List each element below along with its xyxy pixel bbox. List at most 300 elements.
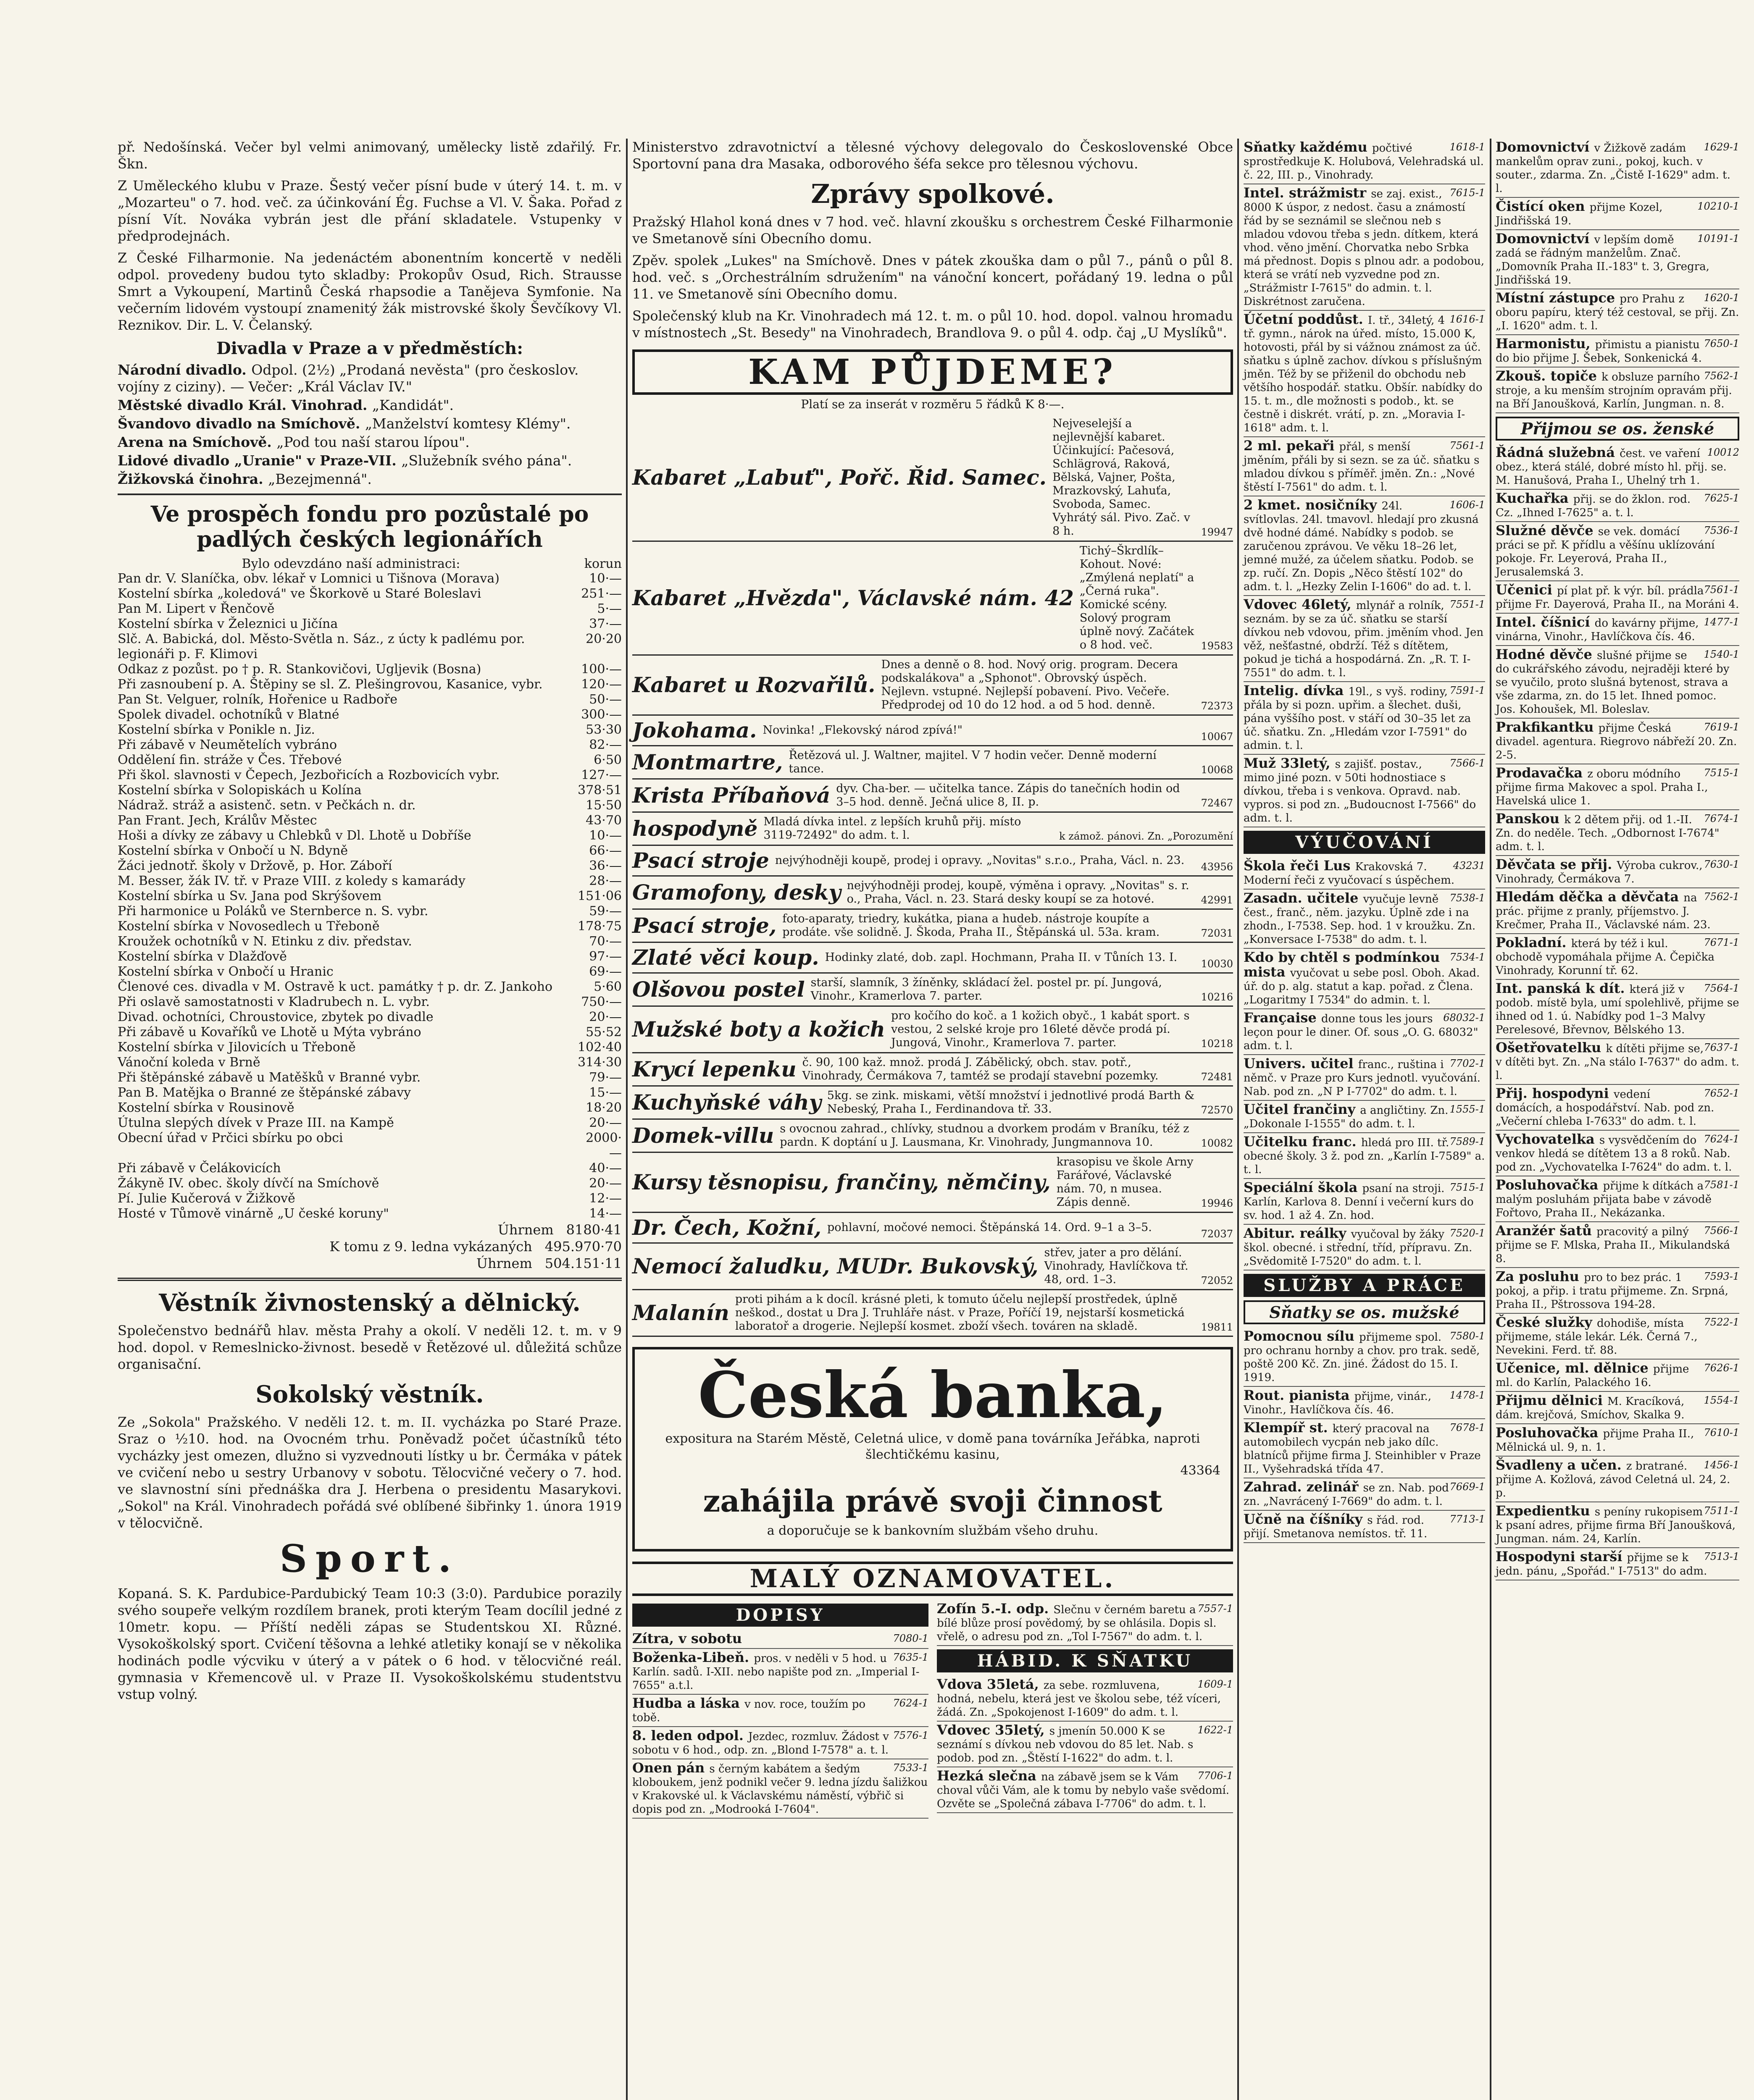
classified-code: 68032-1 <box>1443 1012 1485 1024</box>
classified-text: vyučoval by žáky škol. obecné. i střední, tříd, přípravu. Zn. „Svědomitě I-7520" do adm. t. l. <box>1244 1228 1473 1268</box>
donation-row <box>118 1085 622 1100</box>
classified-code: 1606-1 <box>1449 499 1485 511</box>
classified-heading: Panskou <box>1496 811 1565 827</box>
classified-text: slušné přijme se do cukrářského závodu, nejraději které by se vyučilo, proto slušná bytenost, strava a vše zdarma, zn. do 15 let. Ihned pomoc. Jos. Kohoušek, Ml. Boleslav. <box>1496 649 1730 716</box>
classified-text: který pracoval na automobilech vycpán neb jako dílc. blatníců přijme firma J. Steinhibler v Praze II., Vyšehradská třída 47. <box>1244 1423 1481 1475</box>
classified-heading: Muž 33letý, <box>1244 755 1335 771</box>
classified-code: 7576-1 <box>893 1730 928 1741</box>
theatre-program: „Pod tou naší starou lípou". <box>276 434 470 450</box>
donation-row <box>118 1206 622 1221</box>
classified-code: 7522-1 <box>1704 1316 1739 1328</box>
theatre-name: Městské divadlo Král. Vinohrad. <box>118 397 372 413</box>
classified-heading: Rout. pianista <box>1244 1387 1354 1403</box>
ad-name: Nemocí žaludku, MUDr. Bukovský, <box>632 1254 1039 1278</box>
donation-amount: 251·— <box>581 586 622 601</box>
ad-name: Montmartre, <box>632 750 783 774</box>
donation-donor: Při zábavě v Čelákovicích <box>118 1161 281 1176</box>
classified-ad <box>1244 437 1485 496</box>
classified-code: 1540-1 <box>1704 648 1739 660</box>
classified-heading: Vychovatelka <box>1496 1131 1599 1147</box>
theatre-entry <box>118 452 622 469</box>
donation-row <box>118 1176 622 1191</box>
donation-amount: 59·— <box>589 904 622 919</box>
donation-amount: 6·50 <box>594 753 622 767</box>
classified-code: 1609-1 <box>1197 1678 1233 1690</box>
classified-text: psaní na stroji. Karlín, Karlova 8. Denní i večerní kurs do sv. hod. 1 až 4. Zn. hod. <box>1244 1182 1474 1222</box>
classified-ad <box>1496 1039 1739 1085</box>
ad-name: Mužské boty a kožich <box>632 1017 885 1042</box>
donation-donor: Kostelní sbírka v Dlažďově <box>118 949 287 964</box>
ad-name: Kabaret u Rozvařilů. <box>632 672 876 697</box>
donation-amount: 53·30 <box>586 722 622 737</box>
ad-name: Jokohama. <box>632 718 757 743</box>
donation-amount: 10·— <box>589 571 622 586</box>
advertisement <box>632 1213 1233 1244</box>
theatre-program: „Služebník svého pána". <box>401 452 572 469</box>
classified-ad <box>1496 522 1739 581</box>
advertisement <box>632 1120 1233 1153</box>
donation-row <box>118 1116 622 1131</box>
ad-name: Dr. Čech, Kožní, <box>632 1215 821 1240</box>
classified-text: z oboru módního přijme firma Makovec a spol. Praha I., Havelská ulice 1. <box>1496 768 1708 807</box>
ad-code: 10082 <box>1201 1137 1233 1149</box>
classified-ad <box>1496 230 1739 289</box>
donation-row <box>118 813 622 828</box>
classified-ad <box>937 1767 1233 1813</box>
advertisement <box>632 974 1233 1007</box>
theatre-name: Arena na Smíchově. <box>118 434 277 450</box>
classified-code: 7513-1 <box>1704 1551 1739 1562</box>
classified-ad <box>1496 335 1739 368</box>
sokol-text: Ze „Sokola" Pražského. V neděli 12. t. m. II. vycházka po Staré Praze. Sraz o ½10. hod. na Ovocném trhu. Poněvadž počet účastníků této vycházky jest omezen, dlužno si vyzvednouti lístky u br. Čermáka v pátek ve cvičení nebo u sestry Urbanovy v sobotu. Tělocvičné večery o 7. hod. ve slavnostní síni přednáška dra J. Herbena o presidentu Masarykovi. „Sokol" na Král. Vinohradech pořádá své oblíbené šibřinky 1. února 1919 v tělocvičně. <box>118 1414 622 1531</box>
donation-donor: Nádraž. stráž a asistenč. setn. v Pečkách n. dr. <box>118 798 416 813</box>
donation-amount: 69·— <box>589 964 622 979</box>
donation-donor: Kostelní sbírka v Rousinově <box>118 1100 295 1115</box>
classified-code: 7536-1 <box>1704 525 1739 536</box>
donation-row <box>118 692 622 707</box>
classifieds-left <box>632 1600 928 1819</box>
divider <box>118 494 622 495</box>
classified-ad <box>1244 949 1485 1009</box>
ad-text: Tichý–Škrdlík–Kohout. Nové: „Zmýlená neplatí" a „Černá ruka". Komické scény. Solový program úplně nový. Začátek o 8 hod. več. <box>1079 544 1194 651</box>
donation-row <box>118 783 622 798</box>
classified-ad <box>937 1722 1233 1767</box>
classified-code: 7593-1 <box>1704 1270 1739 1282</box>
classified-code: 1554-1 <box>1704 1394 1739 1406</box>
dopisy-banner: DOPISY <box>632 1604 928 1627</box>
classified-text: která již v podob. místě byla, umí spolehlivě, přijme se ihned od 1. ú. Nabídky pod 1–3 Malvy Perelesové, Břevnov, Bělského 13. <box>1496 983 1739 1036</box>
bank-code: 43364 <box>1180 1463 1220 1478</box>
classified-text: v nov. roce, toužím po tobě. <box>632 1698 866 1724</box>
classified-heading: Přijmu dělnici <box>1496 1392 1608 1408</box>
sport-text: Kopaná. S. K. Pardubice-Pardubický Team 10:3 (3:0). Pardubice porazily svého soupeře velkým rozdílem branek, proti kterým Team docílil jedné z 10metr. kopu. — Příští neděli zápas se Studentskou XI. Různé. Vysokoškolský sport. Cvičení těšovna a lehké atletiky konají se v několika hodinách podle výcviku v úterý a v pátek o 6 hod. v tělocvičné reál. gymnasia v Křemencově ul. v Praze II. Vysokoškolskému studentstvu vstup volný. <box>118 1586 622 1702</box>
theatres-heading: Divadla v Praze a v předměstích: <box>216 339 523 358</box>
donation-row <box>118 1191 622 1206</box>
classified-code: 7581-1 <box>1704 1179 1739 1191</box>
theatre-program: „Kandidát". <box>372 397 454 413</box>
donation-row <box>118 979 622 995</box>
classified-code: 7561-1 <box>1449 440 1485 452</box>
donation-row <box>118 828 622 843</box>
classified-ad <box>1244 1328 1485 1387</box>
classified-ad <box>1496 1457 1739 1502</box>
bank-name: Česká banka, <box>698 1358 1168 1432</box>
ad-name: Domek-villu <box>632 1123 774 1148</box>
section-banner: SLUŽBY A PRÁCE <box>1244 1274 1485 1297</box>
classified-heading: Místní zástupce <box>1496 290 1620 306</box>
donation-donor: Při harmonice u Poláků ve Sternberce n. S. vybr. <box>118 904 429 919</box>
ad-code: 72467 <box>1201 797 1233 809</box>
ad-text: dyv. Cha-ber. — učitelka tance. Zápis do tanečních hodin od 3–5 hod. denně. Ječná ulice 8, II. p. <box>836 782 1180 808</box>
donation-donor: Kostelní sbírka v Onbočí u Hranic <box>118 964 334 979</box>
classified-text: přij. se do žklon. rod. Cz. „Ihned I-7625" a. t. l. <box>1496 493 1691 519</box>
total-label: K tomu z 9. ledna vykázaných <box>329 1239 532 1255</box>
classified-text: přijme Praha II., Mělnická ul. 9, n. 1. <box>1496 1428 1694 1454</box>
classified-code: 7671-1 <box>1704 937 1739 948</box>
classified-ad <box>1496 289 1739 335</box>
ad-code: 10030 <box>1201 958 1233 970</box>
theatre-name: Lidové divadlo „Uranie" v Praze-VII. <box>118 452 402 469</box>
classified-code: 1618-1 <box>1449 141 1485 153</box>
donation-donor: Pan Frant. Jech, Králův Městec <box>118 813 317 828</box>
donation-amount: 36·— <box>589 858 622 873</box>
classified-ad <box>1496 1548 1739 1580</box>
donation-donor: Divad. ochotníci, Chroustovice, zbytek po divadle <box>118 1010 434 1024</box>
classified-text: v Žižkově zadám mankelům oprav zuni., pokoj, kuch. v souter., zdarma. Zn. „Čistě I-1629" adm. t. l. <box>1496 142 1730 195</box>
classified-code: 7562-1 <box>1704 370 1739 382</box>
column-2 <box>632 139 1233 1819</box>
classified-heading: Zahrad. zelinář <box>1244 1479 1363 1495</box>
donation-amount: 151·06 <box>578 889 622 903</box>
classified-ad <box>1244 1387 1485 1419</box>
donation-donor: Členové ces. divadla v M. Ostravě k uct. památky † p. dr. Z. Jankoho <box>118 979 553 994</box>
ad-text: Nejveselejší a nejlevnější kabaret. Účinkující: Pačesová, Schlägrová, Raková, Bělská, Vajner, Pošta, Mrazkovský, Lahuťa, Svoboda, Samec. Vyhrátý sál. Pivo. Zač. v 8 h. <box>1052 417 1190 538</box>
classifieds-left-list <box>632 1630 928 1819</box>
classified-text: přijme se k jedn. pánu, „Spořád." I-7513" do adm. <box>1496 1551 1707 1578</box>
classified-code: 7610-1 <box>1704 1427 1739 1438</box>
section-banner: VÝUČOVÁNÍ <box>1244 831 1485 854</box>
classified-heading: Harmonistu, <box>1496 336 1595 352</box>
classified-text: s peníny rukopisem k psaní adres, přijme firma Bří Janoušková, Jungman. nám. 24, Karlín. <box>1496 1506 1736 1545</box>
column-rule <box>626 139 628 2100</box>
donation-amount: 43·70 <box>586 813 622 828</box>
classified-code: 1478-1 <box>1449 1389 1485 1401</box>
classified-heading: Aranžér šatů <box>1496 1223 1597 1239</box>
classified-ad <box>1244 184 1485 311</box>
donation-amount: 10·— <box>589 828 622 843</box>
classified-code: 1629-1 <box>1704 141 1739 153</box>
vestnik-heading: Věstník živnostenský a dělnický. <box>159 1289 581 1317</box>
classified-ad <box>1496 581 1739 614</box>
advertisement <box>632 716 1233 746</box>
classified-text: s černým kabátem a šedým kloboukem, jenž podnikl večer 9. ledna jízdu šaližkou v Krakovské ul. k Václavskému náměstí, výbřič si dopis pod zn. „Modrooká I-7604". <box>632 1763 928 1816</box>
theatre-entry <box>118 397 622 414</box>
classified-code: 7624-1 <box>893 1697 928 1709</box>
classified-ad <box>1496 1131 1739 1176</box>
classified-heading: Univers. učitel <box>1244 1055 1358 1071</box>
classified-heading: 2 kmet. nosičníky <box>1244 497 1382 513</box>
donation-donor: Pan M. Lipert v Řenčově <box>118 601 275 616</box>
donation-amount: 378·51 <box>578 783 622 798</box>
classified-heading: Učenice, ml. dělnice <box>1496 1360 1653 1376</box>
donation-donor: Při zábavě u Kovaříků ve Lhotě u Mýta vybráno <box>118 1025 421 1040</box>
classified-code: 7566-1 <box>1449 757 1485 769</box>
ad-text: Mladá dívka intel. z lepších kruhů přij. místo 3119-72492" do adm. t. l. <box>763 815 1021 842</box>
total-label: Úhrnem <box>497 1222 554 1238</box>
donation-amount: 15·— <box>589 1085 622 1100</box>
zpravy-item-3: Společenský klub na Kr. Vinohradech má 12. t. m. o půl 10. hod. dopol. valnou hromadu v místnostech „St. Besedy" na Vinohradech, Brandlova 9. o půl 4. odp. čaj „U Myslíků". <box>632 308 1233 341</box>
donation-row <box>118 722 622 738</box>
classified-code: 7678-1 <box>1449 1422 1485 1433</box>
classifieds-right-list-b <box>937 1676 1233 1813</box>
classified-heading: Vdova 35letá, <box>937 1676 1044 1692</box>
classified-ad <box>1496 1222 1739 1268</box>
donation-row <box>118 571 622 586</box>
classified-code: 10191-1 <box>1697 233 1739 244</box>
classified-heading: Française <box>1244 1010 1321 1026</box>
classified-heading: Domovnictví <box>1496 139 1594 155</box>
donation-donor: Útulna slepých dívek v Praze III. na Kampě <box>118 1116 394 1130</box>
classified-text: M. Kracíková, dám. krejčová, Smíchov, Skalka 9. <box>1496 1395 1685 1421</box>
snatky-banner: HÁBID. K SŇATKU <box>937 1649 1233 1672</box>
classified-text: k dítěti přijme se, v dítěti byt. Zn. „Na stálo I-7637" do adm. t. l. <box>1496 1042 1739 1082</box>
classified-code: 7615-1 <box>1449 187 1485 199</box>
advertisement <box>632 780 1233 813</box>
classified-text: Krakovská 7. Moderní řeči z vyučovací s úspěchem. <box>1244 861 1454 887</box>
classified-ad <box>1244 596 1485 682</box>
classified-ad <box>1244 1009 1485 1055</box>
ad-text: Novinka! „Flekovský národ zpívá!" <box>763 724 963 737</box>
classified-code: 7635-1 <box>893 1651 928 1663</box>
classified-heading: Hudba a láska <box>632 1695 744 1711</box>
classified-ad <box>1496 646 1739 719</box>
classified-heading: Učitelku franc. <box>1244 1134 1361 1150</box>
ad-text: Dnes a denně o 8. hod. Nový orig. program. Decera podskalákova" a „Sphonot". Obrovský úspěch. Nejlevn. vstupné. Nejlepší pobavení. Pivo. Večeře. Předprodej od 10 do 12 hod. a od 5 hod. denně. <box>881 658 1178 711</box>
classified-code: 7652-1 <box>1704 1087 1739 1099</box>
donation-amount: 15·50 <box>586 798 622 813</box>
classified-text: přijme Česká divadel. agentura. Riegrovo nábřeží 20. Zn. 2-5. <box>1496 722 1737 761</box>
sport-heading: Sport. <box>279 1536 460 1581</box>
classifieds-columns <box>632 1600 1233 1819</box>
classified-ad <box>1244 1133 1485 1179</box>
advertisement <box>632 415 1233 542</box>
classified-text: přál, s menší jměním, přáli by si sezn. se za úč. sňatku s mladou dívkou s příměř. jměn. Zn.: „Nové štěstí I-7561" do adm. t. l. <box>1244 441 1480 494</box>
ad-text: krasopisu ve škole Arny Farářové, Václavské nám. 70, n musea. Zápis denně. <box>1056 1155 1194 1209</box>
maly-oznamovatel-heading: MALÝ OZNAMOVATEL. <box>632 1562 1233 1596</box>
classified-heading: Int. panská k dít. <box>1496 980 1630 996</box>
theatre-name: Švandovo divadlo na Smíchově. <box>118 415 365 432</box>
classified-text: Slečnu v černém baretu a bílé blůze prosí povědomý, by se ohlásila. Dopis sl. vřelě, o adresu pod zn. „Tol I-7567" do adm. t. l. <box>937 1604 1217 1643</box>
classified-heading: Hledám děčka a děvčata <box>1496 889 1684 905</box>
ad-name: Kabaret „Labuť", Pořč. Řid. Samec. <box>632 465 1047 490</box>
classified-code: 1456-1 <box>1704 1459 1739 1471</box>
classified-ad <box>1244 1225 1485 1270</box>
advertisement <box>632 943 1233 974</box>
advertisement <box>632 746 1233 780</box>
culture-note-1: př. Nedošínská. Večer byl velmi animovaný, umělecky listě zdařilý. Fr. Škn. <box>118 139 622 172</box>
classified-code: 1620-1 <box>1704 292 1739 304</box>
donation-donor: Kroužek ochotníků v N. Etinku z div. představ. <box>118 934 412 949</box>
classified-code: 7515-1 <box>1704 767 1739 779</box>
classified-code: 7566-1 <box>1704 1225 1739 1236</box>
classified-text: s jmenín 50.000 K se seznámí s dívkou neb vdovou do 85 let. Nab. s podob. pod zn. „Štěstí I-1622" do adm. t. l. <box>937 1725 1194 1764</box>
donation-donor: Kostelní sbírka v Novosedlech u Třeboně <box>118 919 380 934</box>
column-4 <box>1496 139 1739 1580</box>
newspaper-page <box>118 139 1739 2100</box>
donation-row <box>118 874 622 889</box>
classified-code: 7580-1 <box>1449 1330 1485 1342</box>
classified-code: 7520-1 <box>1449 1227 1485 1239</box>
ad-text: proti pihám a k docíl. krásné pleti, k tomuto účelu nejlepší prostředek, úplně neškod., dostat u Dra J. Truhláře nást. v Praze, Poříčí 19, nejstarší kosmetická laboratoř a drogerie. Nejlepší kosmet. zboží všech. továren na skladě. <box>735 1293 1185 1333</box>
classified-text: na zábavě jsem se k Vám choval vůči Vám, ale k tomu by nebylo vaše svědomí. Ozvěte se „Společná zábava I-7706" do adm. t. l. <box>937 1771 1230 1810</box>
classified-text: Jezdec, rozmluv. Žádost v sobotu v 6 hod., odp. zn. „Blond I-7578" a. t. l. <box>632 1730 889 1756</box>
classified-heading: Učně na číšníky <box>1244 1511 1367 1527</box>
classified-code: 7650-1 <box>1704 338 1739 349</box>
donation-row <box>118 768 622 783</box>
donation-row <box>118 677 622 692</box>
bank-services: a doporučuje se k bankovním službám všeho druhu. <box>767 1523 1099 1538</box>
donation-donor: Oddělení fin. stráže v Čes. Třebové <box>118 753 342 767</box>
classified-code: 10210-1 <box>1697 200 1739 212</box>
ad-name: Kursy těsnopisu, frančiny, němčiny, <box>632 1170 1051 1194</box>
ad-code: 19583 <box>1201 640 1233 652</box>
donation-amount: 66·— <box>589 843 622 858</box>
classified-ad <box>632 1695 928 1727</box>
donation-amount: 100·— <box>581 662 622 677</box>
ad-name: Krista Příbaňová <box>632 783 831 808</box>
classified-heading: Hospodyni starší <box>1496 1549 1627 1564</box>
classified-text: 24l. svítlovlas. 24l. tmavovl. hledají pro zkusná dvě hodné dámé. Nabídky s podob. se zaručenou zprávou. Ve věku 18–26 let, jemné mužé, za účelem sňatku. Podob. se zp. ručí. Zn. Dopis „Něco štěstí 102" do adm. t. l. „Hezky Zelin I-1606" do ad. t. l. <box>1244 500 1479 593</box>
classified-ad <box>1244 682 1485 755</box>
classified-text: která by též i kul. obchodě vypomáhala přijme A. Čepička Vinohrady, Korunní tř. 62. <box>1496 937 1715 977</box>
classified-text: k 2 dětem přij. od 1.-II. Zn. do neděle. Tech. „Odbornost I-7674" adm. t. l. <box>1496 814 1720 853</box>
ad-text: Řetězová ul. J. Waltner, majitel. V 7 hodin večer. Denně moderní tance. <box>789 749 1157 775</box>
ad-text: nejvýhodněji prodej, koupě, výměna i opravy. „Novitas" s. r. o., Praha, Václ. n. 23. Stará desky koupí se za hotové. <box>847 879 1189 906</box>
classified-code: 7589-1 <box>1449 1136 1485 1147</box>
classified-heading: 8. leden odpol. <box>632 1727 749 1743</box>
kam-pujdeme-heading: KAM PŮJDEME? <box>632 349 1233 395</box>
donation-amount: 97·— <box>589 949 622 964</box>
classified-code: 7591-1 <box>1449 685 1485 696</box>
donation-amount: 12·— <box>589 1191 622 1206</box>
zpravy-item-1: Pražský Hlahol koná dnes v 7 hod. več. hlavní zkoušku s orchestrem České Filharmonie ve Smetanově síni Obecního domu. <box>632 214 1233 247</box>
advertisement <box>632 1053 1233 1087</box>
ad-code: 72481 <box>1201 1071 1233 1083</box>
ad-text: foto-aparaty, triedry, kukátka, piana a hudeb. nástroje koupíte a prodáte. vše solidně. J. Škoda, Praha II., Štěpánská ul. 53a. kram. <box>782 912 1160 939</box>
donation-donor: Kostelní sbírka v Ponikle n. Jiz. <box>118 722 315 737</box>
theatre-entry <box>118 471 622 488</box>
donation-row <box>118 995 622 1010</box>
zpravy-item-2: Zpěv. spolek „Lukes" na Smíchově. Dnes v pátek zkouška dam o půl 7., pánů o půl 8. hod. več. s „Orchestrálním sdružením" na vánoční koncert, pořádaný 19. ledna o půl 11. ve Smetanově síni Obecního domu. <box>632 252 1233 302</box>
donations-totals <box>118 1221 622 1272</box>
ad-name: Kuchyňské váhy <box>632 1090 821 1115</box>
classified-code: 7626-1 <box>1704 1362 1739 1374</box>
advertisement <box>632 1007 1233 1053</box>
classified-code: 7534-1 <box>1449 951 1485 963</box>
donation-row <box>118 858 622 874</box>
advertisement <box>632 542 1233 656</box>
theatre-entry <box>118 434 622 451</box>
classified-heading: Expedientku <box>1496 1503 1595 1519</box>
classified-heading: Intel. číšnicí <box>1496 614 1595 630</box>
ad-code: 10216 <box>1201 991 1233 1003</box>
classified-ad <box>937 1600 1233 1646</box>
classified-heading: Onen pán <box>632 1760 710 1776</box>
classified-code: 7538-1 <box>1449 892 1485 904</box>
classified-code: 7669-1 <box>1449 1481 1485 1493</box>
classified-text: z bratrané. přijme A. Kožlová, závod Celetná ul. 24, 2. p. <box>1496 1460 1730 1499</box>
donation-row <box>118 601 622 617</box>
advertisement <box>632 846 1233 877</box>
donation-amount: 20·20 <box>586 632 622 646</box>
classified-ad <box>1244 1478 1485 1511</box>
classified-ad <box>1496 1268 1739 1314</box>
classified-heading: Vdovec 46letý, <box>1244 596 1356 612</box>
donation-amount: 55·52 <box>586 1025 622 1040</box>
classified-heading: Zofín 5.-I. odp. <box>937 1601 1054 1617</box>
classified-heading: Děvčata se přij. <box>1496 856 1617 872</box>
ad-code: 43956 <box>1201 861 1233 873</box>
donation-donor: Při škol. slavnosti v Čepech, Jezbořicích a Rozbovicích vybr. <box>118 768 500 782</box>
classified-ad <box>1496 1424 1739 1457</box>
ad-code: 10218 <box>1201 1038 1233 1050</box>
donations-list <box>118 571 622 1221</box>
classified-heading: Škola řeči Lus <box>1244 858 1355 874</box>
ad-text: pro kočího do koč. a 1 kožich obyč., 1 kabát sport. s vestou, 2 selské kroje pro 16leté děvče prodá pí. Jungová, Vinohr., Kramerlova 7. parter. <box>891 1009 1190 1049</box>
classified-heading: Prakfikantku <box>1496 719 1599 735</box>
donation-donor: Kostelní sbírka v Onbočí u N. Bdyně <box>118 843 348 858</box>
bank-address: expositura na Starém Městě, Celetná ulice, v domě pana továrníka Jeřábka, naproti šlechtičkému kasinu, <box>665 1431 1200 1462</box>
theatre-name: Národní divadlo. <box>118 362 252 378</box>
classified-ad <box>1244 1419 1485 1478</box>
donation-donor: Spolek divadel. ochotníků v Blatné <box>118 707 339 722</box>
classified-code: 7511-1 <box>1704 1505 1739 1517</box>
divider <box>118 1278 622 1281</box>
classified-ad <box>1496 980 1739 1039</box>
classified-text: 19l., s vyš. rodiny, přála by si pozn. upřim. a šlechet. duši, pána vyššího post. v stáří od 30–35 let za úč. sňatku. Zn. „Hledám vzor I-7591" do admin. t. l. <box>1244 685 1471 752</box>
classified-text: donne tous les jours leçon pour le diner. Of. sous „O. G. 68032" adm. t. l. <box>1244 1013 1478 1052</box>
classified-ad <box>1496 856 1739 888</box>
classified-heading: Pokladní. <box>1496 934 1571 950</box>
donation-amount: 50·— <box>589 692 622 707</box>
classified-text: k obsluze parního stroje, a ku menším strojním opravám přij. na Bří Janoušková, Karlín, Jungman. n. 8. <box>1496 371 1732 410</box>
donation-donor: Pan B. Matějka o Branné ze štěpánské zábavy <box>118 1085 411 1100</box>
classified-text: přimistu a pianistu do bio přijme J. Šebek, Sonkenická 4. <box>1496 339 1702 365</box>
donation-row <box>118 1161 622 1176</box>
culture-note-2: Z Uměleckého klubu v Praze. Šestý večer písní bude v úterý 14. t. m. v „Mozarteu" o 7. hod. več. za účinkování Ég. Fuchse a Vl. V. Šaka. Pořad z písní Vít. Nováka vybrán jest dle přání skladatele. Vstupenky v předprodejnách. <box>118 178 622 244</box>
classified-heading: Účetní poddůst. <box>1244 311 1368 327</box>
column-rule <box>1237 139 1239 2100</box>
classified-ad <box>1244 1511 1485 1543</box>
classified-heading: Zkouš. topiče <box>1496 368 1602 384</box>
donation-donor: Žáci jednotř. školy v Držově, p. Hor. Záboří <box>118 858 392 873</box>
donation-row <box>118 617 622 632</box>
classified-text: pracovitý a pilný přijme se F. Mlska, Praha II., Mikulandská 8. <box>1496 1226 1730 1265</box>
classified-code: 7557-1 <box>1197 1603 1233 1614</box>
sokol-heading: Sokolský věstník. <box>255 1381 484 1408</box>
donation-donor: Při oslavě samostatnosti v Kladrubech n. L. vybr. <box>118 995 430 1009</box>
classified-ad <box>1496 764 1739 810</box>
classified-code: 7551-1 <box>1449 598 1485 610</box>
classified-code: 1555-1 <box>1449 1103 1485 1115</box>
donation-row <box>118 964 622 979</box>
theatre-program: Odpol. (2½) „Prodaná nevěsta" (pro českoslov. vojíny z ciziny). — Večer: „Král Václav IV." <box>118 362 579 395</box>
culture-note-3: Z České Filharmonie. Na jedenáctém abonentním koncertě v neděli odpol. provedeny budou tyto skladby: Prokopův Osud, Rich. Strausse Smrt a Vykoupení, Martinů Česká rhapsodie a Tanějeva Symfonie. Na večerním lidovém vystoupí znamenitý žák mistrovské školy Ševčíkovy Vl. Reznikov. Dir. L. V. Čelanský. <box>118 250 622 333</box>
section-banner: Sňatky se os. mužské <box>1244 1300 1485 1324</box>
donation-row <box>118 949 622 964</box>
ad-text: střev, jater a pro dělání. Vinohrady, Havlíčkova tř. 48, ord. 1–3. <box>1044 1246 1189 1286</box>
classified-heading: Sňatky každému <box>1244 139 1372 155</box>
